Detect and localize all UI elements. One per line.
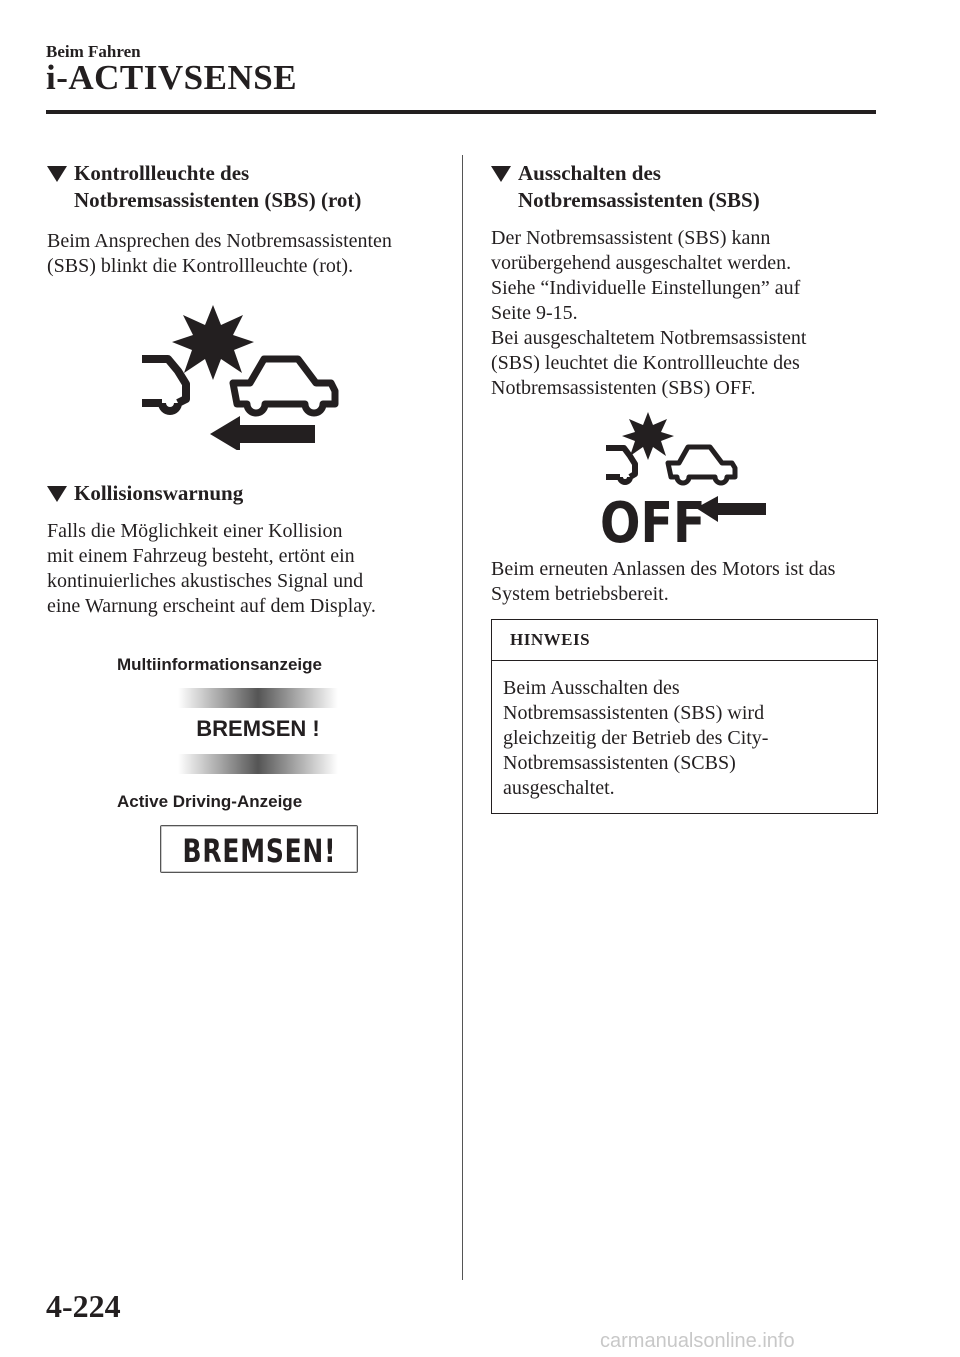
section-heading-collision-warning	[47, 480, 447, 507]
note-heading: HINWEIS	[492, 620, 877, 661]
paragraph	[47, 519, 376, 619]
text-line: Notbremsassistenten (SBS) wird	[503, 702, 765, 724]
text-line: Falls die Möglichkeit einer Kollision	[47, 520, 343, 542]
text-line: eine Warnung erscheint auf dem Display.	[47, 595, 376, 617]
text-line: Beim Ausschalten des	[503, 677, 680, 699]
display-gradient-bar	[178, 688, 338, 708]
triangle-bullet-icon	[47, 166, 67, 182]
text-line: Siehe “Individuelle Einstellungen” auf	[491, 277, 801, 299]
heading-line: Notbremsassistenten (SBS)	[518, 188, 760, 212]
active-driving-display	[160, 825, 358, 873]
text-line: gleichzeitig der Betrieb des City-	[503, 727, 769, 749]
text-line: Beim erneuten Anlassen des Motors ist das	[491, 558, 836, 580]
page-number: 4-224	[46, 1288, 121, 1324]
column-divider	[462, 155, 463, 1280]
text-line: Der Notbremsassistent (SBS) kann	[491, 227, 771, 249]
text-line: Bei ausgeschaltetem Notbremsassistent	[491, 327, 807, 349]
text-line: Notbremsassistenten (SBS) OFF.	[491, 377, 756, 399]
sbs-off-light-icon	[600, 412, 770, 552]
text-line: mit einem Fahrzeug besteht, ertönt ein	[47, 545, 355, 567]
note-body	[503, 676, 768, 801]
text-line: kontinuierliches akustisches Signal und	[47, 570, 364, 592]
triangle-bullet-icon	[47, 486, 67, 502]
paragraph	[491, 557, 835, 607]
display-label: Active Driving-Anzeige	[117, 792, 303, 811]
page-title: i-ACTIVSENSE	[46, 58, 298, 97]
heading-line: Kollisionswarnung	[74, 481, 244, 505]
paragraph	[491, 226, 806, 401]
watermark: carmanualsonline.info	[600, 1330, 795, 1352]
display-message: BREMSEN !	[196, 716, 320, 741]
off-label: OFF	[600, 491, 706, 552]
display-message: BREMSEN!	[182, 832, 337, 870]
text-line: System betriebsbereit.	[491, 583, 669, 605]
chapter-label: Beim Fahren	[46, 42, 141, 61]
heading-line: Kontrollleuchte des	[74, 161, 250, 185]
text-line: (SBS) blinkt die Kontrollleuchte (rot).	[47, 255, 354, 277]
triangle-bullet-icon	[491, 166, 511, 182]
text-line: (SBS) leuchtet die Kontrollleuchte des	[491, 352, 800, 374]
text-line: Notbremsassistenten (SCBS)	[503, 752, 736, 774]
text-line: ausgeschaltet.	[503, 777, 615, 799]
display-gradient-bar	[178, 754, 338, 774]
note-box	[491, 619, 878, 814]
header-rule	[46, 110, 876, 114]
text-line: vorübergehend ausgeschaltet werden.	[491, 252, 792, 274]
display-label: Multiinformationsanzeige	[117, 655, 322, 674]
text-line: Beim Ansprechen des Notbremsassistenten	[47, 230, 392, 252]
text-line: Seite 9-15.	[491, 302, 578, 324]
heading-line: Notbremsassistenten (SBS) (rot)	[74, 188, 362, 212]
heading-line: Ausschalten des	[518, 161, 661, 185]
paragraph	[47, 229, 392, 279]
sbs-warning-light-icon	[138, 305, 343, 450]
section-heading-sbs-light	[47, 160, 447, 214]
section-heading-sbs-off	[491, 160, 891, 214]
multi-info-display	[178, 688, 338, 774]
